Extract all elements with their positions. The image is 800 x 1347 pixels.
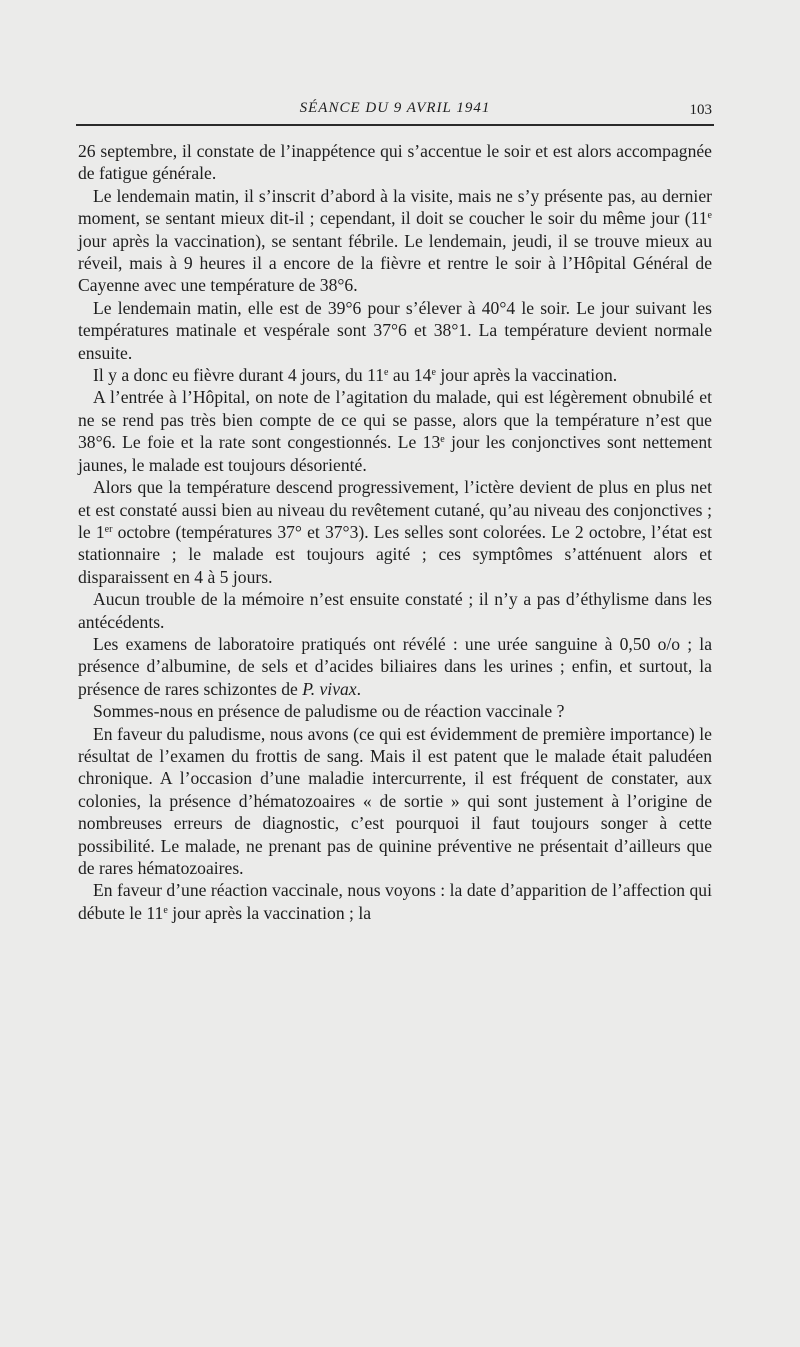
superscript: e xyxy=(163,904,168,916)
paragraph xyxy=(78,588,712,633)
text-run: octobre (températures 37° et 37°3). Les selles sont colorées. Le 2 octobre, l’état est stationnaire ; le malade est toujours agité ; ces symptômes s’atténuent alors et disparaissent en 4 à 5 jours. xyxy=(78,521,712,587)
text-run: Sommes-nous en présence de paludisme ou de réaction vaccinale ? xyxy=(93,701,565,722)
text-run: 26 septembre, il constate de l’inappétence qui s’accentue le soir et est alors accompagnée de fatigue générale. xyxy=(78,141,712,184)
page-number: 103 xyxy=(689,102,712,118)
text-run: jour après la vaccination. xyxy=(435,365,618,386)
paragraph xyxy=(78,297,712,364)
text-run: Le lendemain matin, elle est de 39°6 pour s’élever à 40°4 le soir. Le jour suivant les températures matinale et vespérale sont 37°6 et 38°1. La température devient normale ensuite. xyxy=(78,297,712,363)
paragraph xyxy=(78,723,712,880)
running-title: SÉANCE DU 9 AVRIL 1941 xyxy=(299,100,491,116)
paragraph xyxy=(78,879,712,924)
superscript: e xyxy=(440,434,445,446)
text-run: En faveur du paludisme, nous avons (ce qui est évidemment de première importance) le résultat de l’examen du frottis de sang. Mais il est patent que le malade était paludéen chronique. A l’occasion d’une maladie intercurrente, il est fréquent de constater, aux colonies, la présence d’hématozoaires « de sortie » qui sont justement à l’origine de nombreuses erreurs de diagnostic, c’est pourquoi il faut toujours songer à cette possibilité. Le malade, ne prenant pas de quinine préventive ne présentait d’ailleurs que de rares hématozoaires. xyxy=(78,723,712,878)
body-text xyxy=(78,140,712,924)
text-run: Aucun trouble de la mémoire n’est ensuite constaté ; il n’y a pas d’éthylisme dans les antécédents. xyxy=(78,589,712,632)
superscript: e xyxy=(707,210,712,222)
text-run: Alors que la température descend progressivement, l’ictère devient de plus en plus net et est constaté aussi bien au niveau du revêtement cutané, qu’au niveau des conjonctives ; le 1 xyxy=(78,477,712,542)
paragraph xyxy=(78,364,712,386)
text-run: au 14 xyxy=(388,365,432,386)
paragraph xyxy=(78,700,712,722)
header-rule xyxy=(76,124,714,126)
text-run: En faveur d’une réaction vaccinale, nous voyons : la date d’apparition de l’affection qui débute le 11 xyxy=(78,880,712,923)
superscript: e xyxy=(384,367,389,379)
text-run: jour les conjonctives sont nettement jaunes, le malade est toujours désorienté. xyxy=(78,432,713,475)
paragraph xyxy=(78,386,712,476)
superscript: e xyxy=(431,367,436,379)
text-run: Les examens de laboratoire pratiqués ont révélé : une urée sanguine à 0,50 o/o ; la présence d’albumine, de sels et d’acides biliaires dans les urines ; enfin, et surtout, la présence de rares schizontes de xyxy=(78,633,712,699)
paragraph xyxy=(78,633,712,700)
text-run: Le lendemain matin, il s’inscrit d’abord à la visite, mais ne s’y présente pas, au dernier moment, se sentant mieux dit-il ; cependant, il doit se coucher le soir du même jour (11 xyxy=(78,185,712,229)
superscript: er xyxy=(104,523,113,535)
text-run: jour après la vaccination ; la xyxy=(167,902,372,923)
paragraph xyxy=(78,185,712,297)
paragraph xyxy=(78,140,712,185)
text-run: A l’entrée à l’Hôpital, on note de l’agitation du malade, qui est légèrement obnubilé et ne se rend pas très bien compte de ce qui se passe, alors que la température n’est que 38°6. Le foie et la rate sont congestionnés. Le 13 xyxy=(78,387,712,453)
text-run: jour après la vaccination), se sentant fébrile. Le lendemain, jeudi, il se trouve mieux au réveil, mais à 9 heures il a encore de la fièvre et rentre le soir à l’Hôpital Général de Cayenne avec une température de 38°6. xyxy=(78,230,712,296)
text-run: Il y a donc eu fièvre durant 4 jours, du 11 xyxy=(93,365,385,386)
page-header xyxy=(78,92,712,122)
paragraph xyxy=(78,476,712,588)
text-run: . xyxy=(356,678,362,699)
italic-text: P. vivax xyxy=(302,678,357,699)
